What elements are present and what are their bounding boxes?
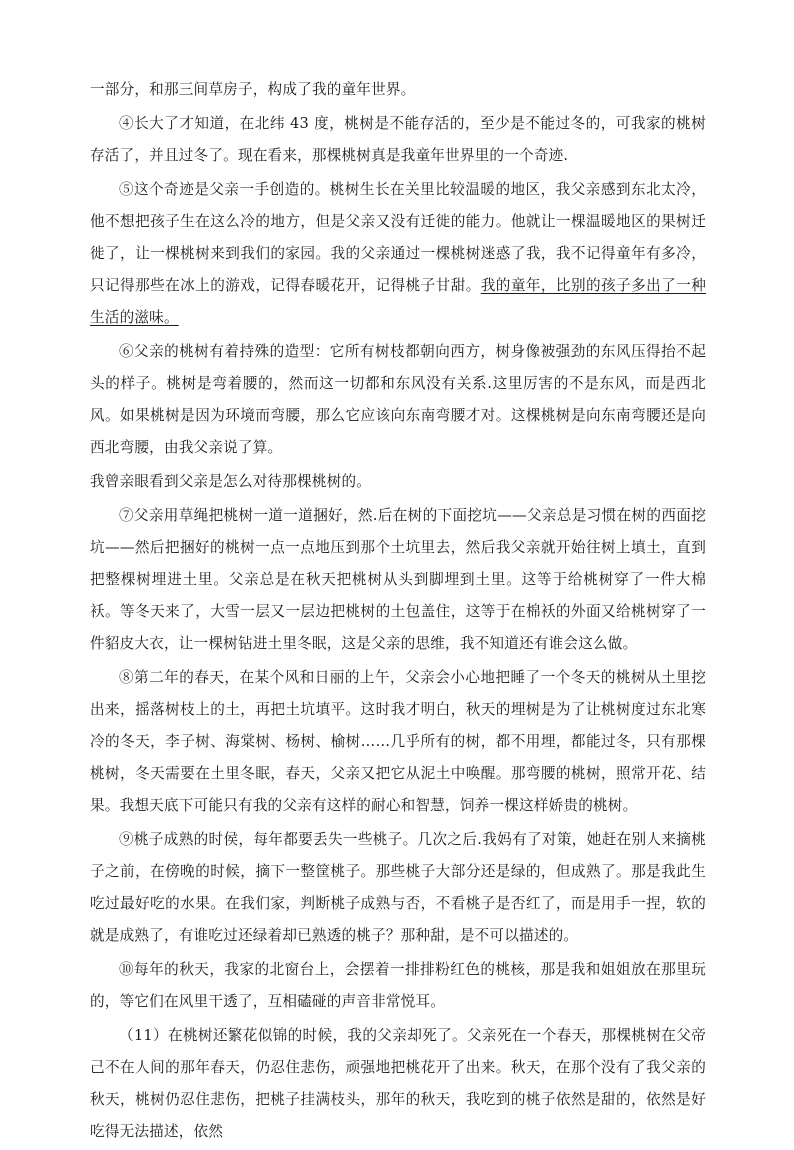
paragraph-8: ⑧第二年的春天，在某个风和日丽的上午，父亲会小心地把睡了一个冬天的桃树从土里挖出来，摇落树枝上的土，再把土坑填平。这时我才明白，秋天的埋树是为了让桃树度过东北寒冷的冬天，李子树、海棠树、杨树、榆树……几乎所有的树，都不用埋，都能过冬，只有那棵桃树，冬天需要在土里冬眠，春天，父亲又把它从泥土中唤醒。那弯腰的桃树，照常开花、结果。我想天底下可能只有我的父亲有这样的耐心和智慧，饲养一棵这样娇贵的桃树。 bbox=[90, 669, 706, 814]
paragraph-9: ⑨桃子成熟的时侯，每年都要丢失一些桃子。几次之后.我妈有了对策，她赶在别人来摘桃子之前，在傍晚的时候，摘下一整筐桃子。那些桃子大部分还是绿的，但成熟了。那是我此生吃过最好吃的水果。在我们家，判断桃子成熟与否，不看桃子是否红了，而是用手一捏，软的就是成熟了，有谁吃过还绿着却已熟透的桃子？那种甜，是不可以描述的。 bbox=[90, 831, 706, 944]
paragraph-10: ⑩每年的秋天，我家的北窗台上，会摆着一排排粉红色的桃核，那是我和姐姐放在那里玩的，等它们在风里干透了，互相磕碰的声音非常悦耳。 bbox=[90, 961, 706, 1010]
paragraph-5 bbox=[90, 174, 706, 334]
paragraph-note: 我曾亲眼看到父亲是怎么对待那棵桃树的。 bbox=[90, 473, 372, 490]
paragraph-6: ⑥父亲的桃树有着持殊的造型：它所有树枝都朝向西方，树身像被强劲的东风压得抬不起头的样子。桃树是弯着腰的，然而这一切都和东风没有关系.这里厉害的不是东风，而是西北风。如果桃树是因为环境而弯腰，那么它应该向东南弯腰才对。这棵桃树是向东南弯腰还是向西北弯腰，由我父亲说了算。 bbox=[90, 343, 706, 456]
paragraph-5-text: ⑤这个奇迹是父亲一手创造的。桃树生长在关里比较温暖的地区，我父亲感到东北太冷，他不想把孩子生在这么冷的地方，但是父亲又没有迁徙的能力。他就让一棵温暖地区的果树迁徙了，让一棵桃树来到我们的家园。我的父亲通过一棵桃树迷惑了我，我不记得童年有多冷，只记得那些在冰上的游戏，记得春暖花开，记得桃子甘甜。 bbox=[90, 181, 706, 294]
document-page bbox=[90, 74, 706, 1150]
paragraph-7: ⑦父亲用草绳把桃树一道一道捆好，然.后在树的下面挖坑——父亲总是习惯在树的西面挖坑——然后把捆好的桃树一点一点地压到那个土坑里去，然后我父亲就开始往树上填土，直到把整棵树埋进土里。父亲总是在秋天把桃树从头到脚埋到土里。这等于给桃树穿了一件大棉袄。等冬天来了，大雪一层又一层边把桃树的土包盖住，这等于在棉袄的外面又给桃树穿了一件貂皮大衣，让一棵树钻进土里冬眠，这是父亲的思维，我不知道还有谁会这么做。 bbox=[90, 507, 706, 652]
paragraph-4: ④长大了才知道，在北纬 43 度，桃树是不能存活的，至少是不能过冬的，可我家的桃树存活了，并且过冬了。现在看来，那棵桃树真是我童年世界里的一个奇迹. bbox=[90, 115, 706, 164]
paragraph-5-underlined-sentence: 我的童年，比别的孩子多出了一种生活的滋味。 bbox=[90, 277, 706, 326]
paragraph-continuation: 一部分，和那三间草房子，构成了我的童年世界。 bbox=[90, 81, 416, 98]
paragraph-11: （11）在桃树还繁花似锦的时候，我的父亲却死了。父亲死在一个春天，那棵桃树在父帝己不在人间的那年春天，仍忍住悲伤，顽强地把桃花开了出来。秋天，在那个没有了我父亲的秋天，桃树仍忍住悲伤，把桃子挂满枝头，那年的秋天，我吃到的桃子依然是甜的，依然是好吃得无法描述，依然 bbox=[90, 1027, 706, 1140]
